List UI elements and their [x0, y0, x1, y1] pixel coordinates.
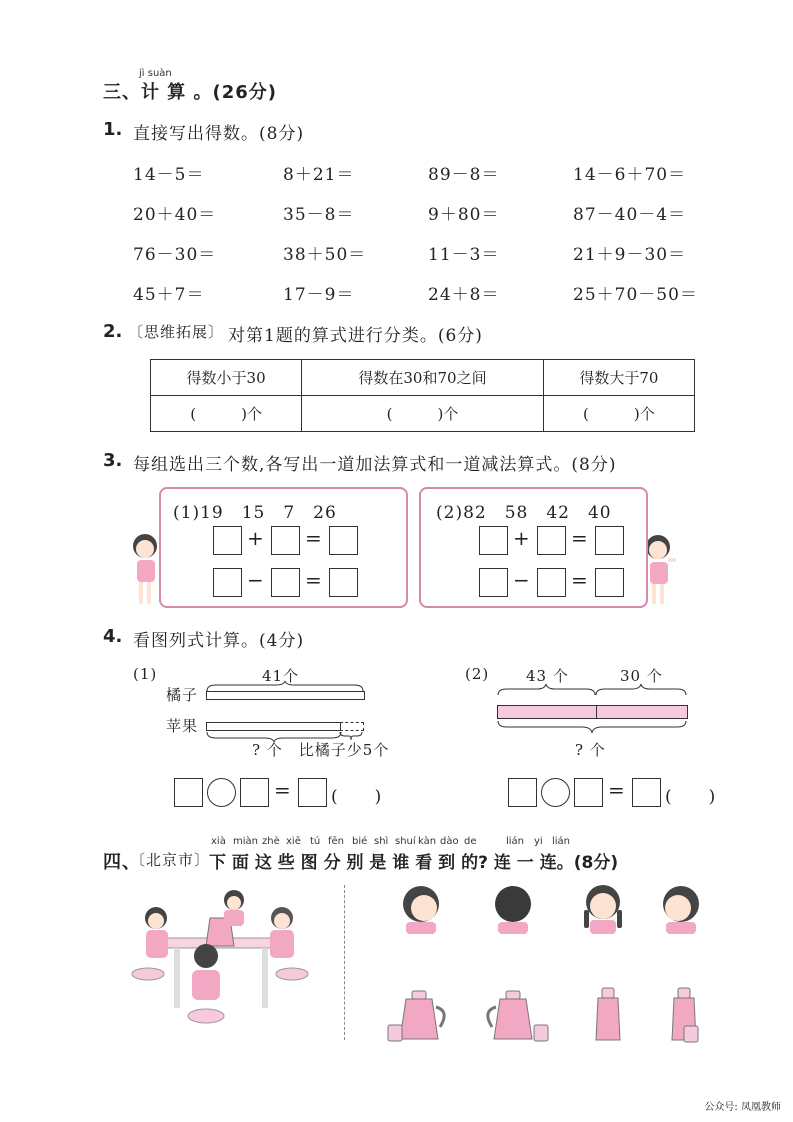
pinyin: kàn	[418, 836, 437, 847]
answer-cell[interactable]: ( )个	[302, 396, 544, 432]
pinyin: yi	[534, 836, 543, 847]
answer-cell[interactable]: ( )个	[543, 396, 694, 432]
equals-sign: =	[305, 526, 322, 550]
oranges-label: 橘子	[166, 686, 199, 704]
section4-prefix: 四、	[103, 852, 141, 873]
pinyin: xiē	[286, 836, 301, 847]
answer-box[interactable]	[240, 778, 269, 807]
equation: 35－8＝	[283, 205, 355, 225]
apples-bar-gap	[340, 722, 364, 731]
equation: 38＋50＝	[283, 245, 367, 265]
oranges-bar	[206, 691, 365, 700]
q3-text: 每组选出三个数,各写出一道加法算式和一道减法算式。(8分)	[133, 455, 617, 475]
table-header: 得数小于30	[151, 360, 302, 396]
bottom-brace	[497, 720, 687, 734]
answer-cell[interactable]: ( )个	[151, 396, 302, 432]
answer-box[interactable]	[174, 778, 203, 807]
unit-paren[interactable]: ( )	[331, 787, 383, 807]
pinyin: zhè	[262, 836, 280, 847]
equation: 21＋9－30＝	[573, 245, 687, 265]
pinyin: dào	[440, 836, 459, 847]
apples-bar	[206, 722, 341, 731]
answer-box[interactable]	[479, 526, 508, 555]
q1-number: 1.	[103, 119, 123, 140]
boy-side-view-image[interactable]	[656, 882, 706, 934]
plus-sign: +	[513, 526, 530, 550]
equation: 11－3＝	[428, 245, 500, 265]
pinyin: lián	[506, 836, 525, 847]
girl-front-view-image[interactable]	[396, 882, 446, 934]
equals-sign: =	[571, 568, 588, 592]
equation: 76－30＝	[133, 245, 217, 265]
section3-title: 三、计 算 。(26分)	[103, 82, 278, 103]
girl-illustration	[128, 530, 162, 608]
dashed-divider	[344, 885, 345, 1040]
answer-box[interactable]	[271, 568, 300, 597]
group2-numbers: (2)82 58 42 40	[436, 503, 612, 523]
q1-text: 直接写出得数。(8分)	[133, 124, 305, 144]
equation: 89－8＝	[428, 165, 500, 185]
diagram1-total: 41个	[262, 667, 300, 685]
q2-tag: 〔思维拓展〕	[128, 323, 225, 341]
pinyin: tú	[310, 836, 321, 847]
kettle-side-with-cup-image[interactable]	[664, 982, 708, 1044]
table-header: 得数大于70	[543, 360, 694, 396]
diagram2-left-value: 43 个	[526, 667, 569, 685]
q2-number: 2.	[103, 321, 123, 342]
answer-box[interactable]	[508, 778, 537, 807]
table-header: 得数在30和70之间	[302, 360, 544, 396]
minus-sign: −	[247, 568, 264, 592]
section3-pinyin: jì suàn	[139, 68, 172, 79]
equation: 9＋80＝	[428, 205, 500, 225]
section4-tag: 〔北京市〕	[130, 851, 211, 869]
q3-number: 3.	[103, 450, 123, 471]
answer-box[interactable]	[213, 526, 242, 555]
apples-label: 苹果	[166, 717, 199, 735]
equals-sign: =	[571, 526, 588, 550]
equation: 14－5＝	[133, 165, 205, 185]
answer-box[interactable]	[537, 526, 566, 555]
equation: 8＋21＝	[283, 165, 355, 185]
boy-back-view-image[interactable]	[488, 882, 538, 934]
answer-box[interactable]	[537, 568, 566, 597]
unit-paren[interactable]: ( )	[665, 787, 717, 807]
operator-circle[interactable]	[541, 778, 570, 807]
answer-box[interactable]	[574, 778, 603, 807]
diagram2-question: ? 个	[575, 741, 606, 759]
operator-circle[interactable]	[207, 778, 236, 807]
pinyin: miàn	[233, 836, 258, 847]
equation: 45＋7＝	[133, 285, 205, 305]
girl-front-view-image[interactable]	[578, 882, 628, 942]
segment-bar-left	[497, 705, 597, 719]
pinyin: shì	[374, 836, 389, 847]
equation: 14－6＋70＝	[573, 165, 687, 185]
minus-sign: −	[513, 568, 530, 592]
q4-number: 4.	[103, 626, 123, 647]
equation: 24＋8＝	[428, 285, 500, 305]
classification-table	[150, 359, 695, 432]
equation: 25＋70－50＝	[573, 285, 698, 305]
pinyin: fēn	[328, 836, 345, 847]
kettle-front-image[interactable]	[588, 982, 628, 1044]
kettle-with-cup-left-image[interactable]	[384, 985, 454, 1043]
equals-sign: =	[305, 568, 322, 592]
answer-box[interactable]	[632, 778, 661, 807]
group1-numbers: (1)19 15 7 26	[173, 503, 337, 523]
footer-credit: 公众号: 凤凰教师	[704, 1102, 781, 1113]
segment-bar-right	[596, 705, 688, 719]
children-table-scene	[126, 888, 310, 1038]
diagram2-right-value: 30 个	[620, 667, 663, 685]
pinyin: lián	[552, 836, 571, 847]
pinyin: shuí	[395, 836, 416, 847]
pinyin: xià	[211, 836, 226, 847]
answer-box[interactable]	[298, 778, 327, 807]
q4-text: 看图列式计算。(4分)	[133, 631, 305, 651]
answer-box[interactable]	[479, 568, 508, 597]
top-braces	[497, 682, 687, 696]
answer-box[interactable]	[213, 568, 242, 597]
equation: 87－40－4＝	[573, 205, 687, 225]
equals-sign: =	[274, 778, 291, 802]
diagram1-question: ? 个 比橘子少5个	[252, 741, 390, 759]
kettle-with-cup-right-image[interactable]	[484, 985, 554, 1043]
answer-box[interactable]	[595, 568, 624, 597]
equals-sign: =	[608, 778, 625, 802]
answer-box[interactable]	[329, 568, 358, 597]
answer-box[interactable]	[271, 526, 300, 555]
answer-box[interactable]	[595, 526, 624, 555]
plus-sign: +	[247, 526, 264, 550]
q2-text: 对第1题的算式进行分类。(6分)	[228, 326, 483, 346]
equation: 20＋40＝	[133, 205, 217, 225]
diagram1-label: (1)	[133, 665, 158, 683]
equation: 17－9＝	[283, 285, 355, 305]
answer-box[interactable]	[329, 526, 358, 555]
section4-title: 下 面 这 些 图 分 别 是 谁 看 到 的? 连 一 连。(8分)	[209, 853, 619, 873]
pinyin: bié	[352, 836, 368, 847]
pinyin: de	[464, 836, 477, 847]
diagram2-label: (2)	[465, 665, 490, 683]
